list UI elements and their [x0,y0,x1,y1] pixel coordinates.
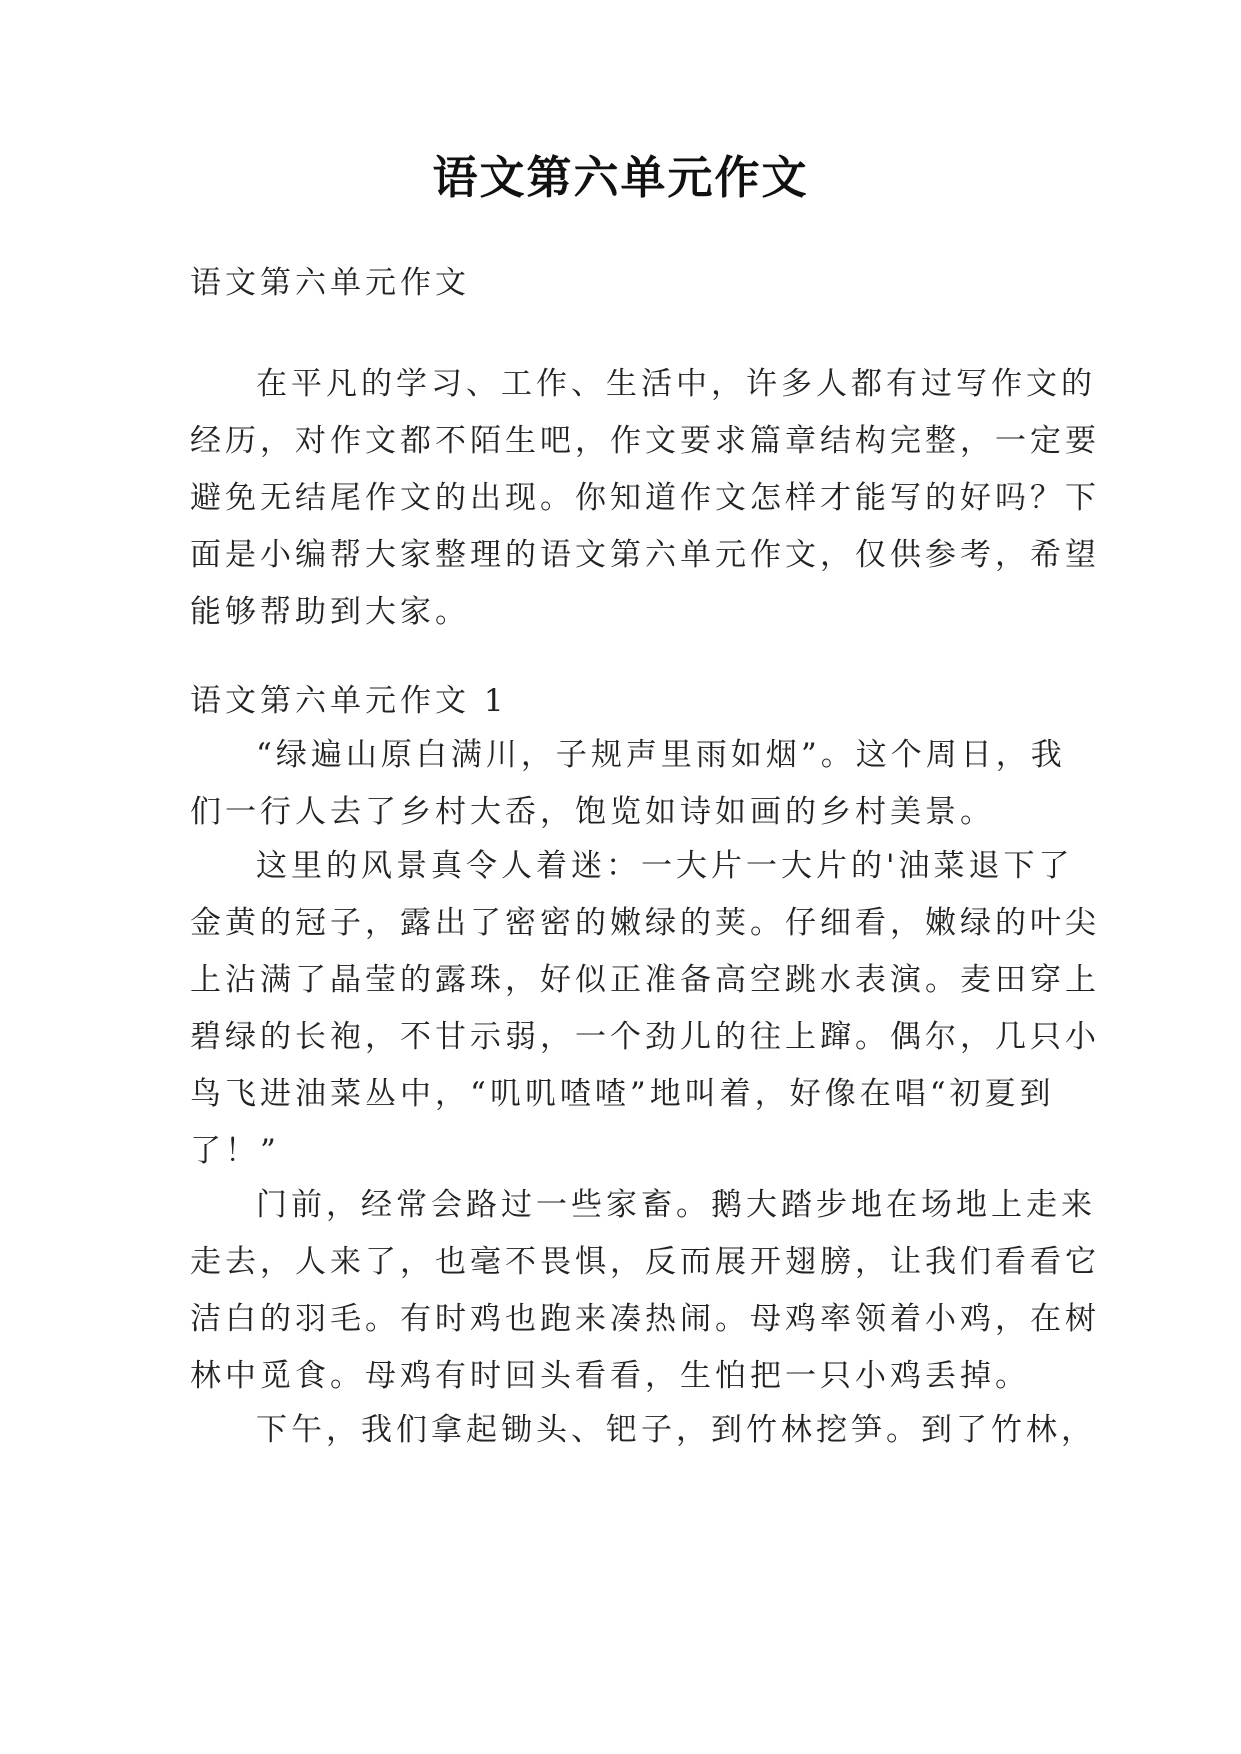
paragraph-line: 上沾满了晶莹的露珠，好似正准备高空跳水表演。麦田穿上 [190,962,1100,998]
section-heading: 语文第六单元作文 1 [190,683,508,719]
paragraph-3 [190,1177,1100,1405]
paragraph-line: 下午，我们拿起锄头、钯子，到竹林挖笋。到了竹林， [256,1412,1096,1448]
paragraph-line: 洁白的羽毛。有时鸡也跑来凑热闹。母鸡率领着小鸡，在树 [190,1301,1100,1337]
intro-line: 经历，对作文都不陌生吧，作文要求篇章结构完整，一定要 [190,423,1100,459]
intro-line: 面是小编帮大家整理的语文第六单元作文，仅供参考，希望 [190,537,1100,573]
paragraph-line: 了！” [190,1133,280,1169]
document-title: 语文第六单元作文 [432,151,809,204]
paragraph-line: 鸟飞进油菜丛中，“叽叽喳喳”地叫着，好像在唱“初夏到 [190,1076,1055,1112]
paragraph-line: 们一行人去了乡村大岙，饱览如诗如画的乡村美景。 [190,794,995,830]
intro-line: 能够帮助到大家。 [190,594,470,630]
intro-line: 避免无结尾作文的出现。你知道作文怎样才能写的好吗？下 [190,480,1100,516]
paragraph-1 [190,727,1066,841]
paragraph-line: 金黄的冠子，露出了密密的嫩绿的荚。仔细看，嫩绿的叶尖 [190,905,1100,941]
paragraph-4 [190,1402,1096,1459]
intro-paragraph [190,356,1100,641]
paragraph-line: “绿遍山原白满川，子规声里雨如烟”。这个周日，我 [256,737,1066,773]
paragraph-line: 走去，人来了，也毫不畏惧，反而展开翅膀，让我们看看它 [190,1244,1100,1280]
paragraph-line: 碧绿的长袍，不甘示弱，一个劲儿的往上蹿。偶尔，几只小 [190,1019,1100,1055]
paragraph-line: 林中觅食。母鸡有时回头看看，生怕把一只小鸡丢掉。 [190,1358,1030,1394]
paragraph-line: 门前，经常会路过一些家畜。鹅大踏步地在场地上走来 [256,1187,1096,1223]
intro-line: 在平凡的学习、工作、生活中，许多人都有过写作文的 [256,366,1096,402]
document-subtitle: 语文第六单元作文 [190,265,470,301]
paragraph-line: 这里的风景真令人着迷：一大片一大片的'油菜退下了 [256,848,1074,884]
paragraph-2 [190,838,1100,1180]
